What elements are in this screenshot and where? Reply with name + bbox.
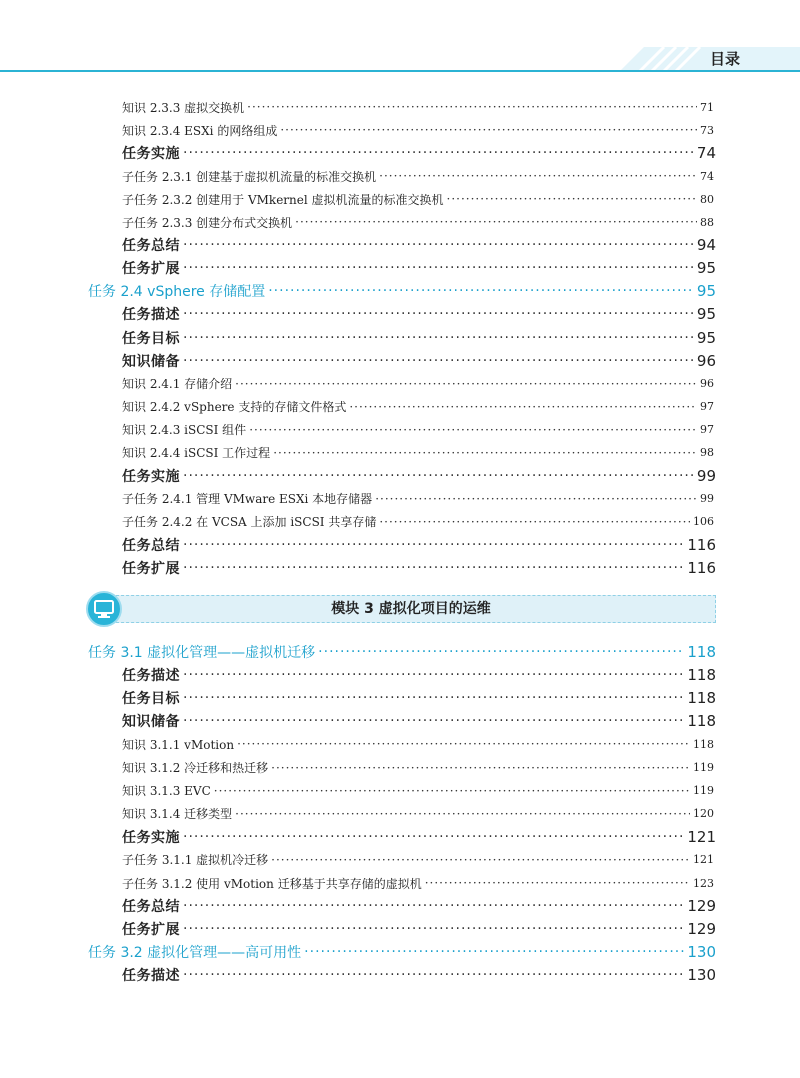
toc-page-number: 74 (700, 169, 714, 183)
toc-page-number: 71 (700, 100, 714, 114)
toc-entry-label: 任务 2.4 vSphere 存储配置 (88, 284, 266, 301)
toc-leader-dots (183, 829, 684, 845)
toc-section-entry[interactable] (0, 687, 800, 709)
toc-subentry[interactable] (0, 803, 800, 825)
toc-page-number: 121 (693, 853, 714, 867)
toc-section-entry[interactable] (0, 534, 800, 556)
toc-entry-label: 任务 3.2 虚拟化管理——高可用性 (88, 945, 302, 962)
toc-section-entry[interactable] (0, 465, 800, 487)
toc-subentry[interactable] (0, 119, 800, 141)
toc-section-entry[interactable] (0, 557, 800, 579)
toc-leader-dots (268, 283, 694, 299)
toc-subentry[interactable] (0, 872, 800, 894)
toc-page-number: 80 (700, 192, 714, 206)
toc-section-entry[interactable] (0, 350, 800, 372)
toc-subentry[interactable] (0, 849, 800, 871)
toc-section-entry[interactable] (0, 710, 800, 732)
toc-entry-label: 子任务 3.1.2 使用 vMotion 迁移基于共享存储的虚拟机 (122, 876, 422, 891)
toc-leader-dots (183, 921, 684, 937)
toc-entry-label: 任务描述 (122, 307, 180, 324)
toc-section-entry[interactable] (0, 234, 800, 256)
toc-leader-dots (318, 644, 684, 660)
toc-entry-label: 子任务 3.1.1 虚拟机冷迁移 (122, 853, 269, 868)
toc-page-number: 130 (687, 966, 716, 985)
toc-leader-dots (235, 807, 690, 821)
toc-page-number: 95 (696, 282, 716, 301)
toc-entry-label: 知识 2.4.1 存储介绍 (122, 377, 233, 392)
toc-leader-dots (273, 446, 697, 460)
toc-entry-label: 子任务 2.4.2 在 VCSA 上添加 iSCSI 共享存储 (122, 515, 377, 530)
toc-entry-label: 知识 2.3.4 ESXi 的网络组成 (122, 123, 278, 138)
toc-entry-label: 任务描述 (122, 968, 180, 985)
toc-subentry[interactable] (0, 488, 800, 510)
toc-page-number: 120 (693, 807, 714, 821)
toc-subentry[interactable] (0, 211, 800, 233)
toc-leader-dots (183, 306, 694, 322)
toc-leader-dots (183, 237, 694, 253)
toc-page-number: 73 (700, 123, 714, 137)
toc-leader-dots (183, 260, 694, 276)
toc-leader-dots (349, 400, 697, 414)
toc-subentry[interactable] (0, 511, 800, 533)
toc-task-entry[interactable] (0, 641, 800, 663)
toc-leader-dots (183, 353, 694, 369)
toc-page-number: 95 (696, 259, 716, 278)
toc-entry-label: 任务扩展 (122, 561, 180, 577)
toc-entry-label: 任务实施 (122, 468, 180, 485)
toc-page-number: 96 (700, 377, 714, 391)
toc-entry-label: 知识 3.1.4 迁移类型 (122, 807, 233, 822)
toc-entry-label: 任务扩展 (122, 261, 180, 278)
header-rule (0, 70, 800, 72)
toc-section-entry[interactable] (0, 964, 800, 986)
toc-subentry[interactable] (0, 757, 800, 779)
toc-page-number: 118 (687, 666, 716, 685)
toc-subentry[interactable] (0, 96, 800, 118)
toc-section-entry[interactable] (0, 895, 800, 917)
toc-entry-label: 任务描述 (122, 668, 180, 685)
toc-leader-dots (375, 492, 697, 506)
toc-leader-dots (183, 898, 684, 914)
toc-page-number: 130 (687, 943, 716, 962)
toc-section-entry[interactable] (0, 257, 800, 279)
toc-page-number: 118 (693, 737, 714, 751)
toc-page-number: 123 (693, 876, 714, 890)
toc-leader-dots (183, 967, 684, 983)
toc-leader-dots (247, 100, 697, 114)
toc-page-number: 95 (696, 305, 716, 324)
toc-page-number: 118 (687, 689, 716, 708)
toc-page-number: 98 (700, 446, 714, 460)
toc-section-entry[interactable] (0, 142, 800, 164)
toc-leader-dots (183, 667, 684, 683)
toc-leader-dots (447, 192, 697, 206)
toc-leader-dots (183, 468, 694, 484)
toc-leader-dots (237, 737, 690, 751)
toc-entry-label: 子任务 2.3.3 创建分布式交换机 (122, 215, 293, 230)
toc-entry-label: 知识 3.1.2 冷迁移和热迁移 (122, 761, 269, 775)
toc-page-number: 74 (696, 144, 716, 163)
toc-subentry[interactable] (0, 165, 800, 187)
toc-leader-dots (271, 761, 690, 775)
toc-page-number: 129 (687, 920, 716, 939)
toc-entry-label: 知识 2.4.3 iSCSI 组件 (122, 423, 247, 438)
toc-task-entry[interactable] (0, 941, 800, 963)
toc-subentry[interactable] (0, 780, 800, 802)
toc-entry-label: 知识 2.4.2 vSphere 支持的存储文件格式 (122, 400, 347, 415)
toc-section-entry[interactable] (0, 327, 800, 349)
toc-entry-label: 知识 2.4.4 iSCSI 工作过程 (122, 446, 271, 461)
toc-page-number: 116 (687, 559, 716, 577)
toc-leader-dots (214, 784, 690, 798)
toc-subentry[interactable] (0, 733, 800, 755)
toc-entry-label: 任务实施 (122, 146, 180, 163)
module-banner (86, 591, 716, 627)
toc-page-number: 116 (687, 535, 716, 554)
toc-entry-label: 任务扩展 (122, 922, 180, 939)
toc-entry-label: 任务总结 (122, 899, 180, 916)
toc-page-number: 97 (700, 400, 714, 414)
toc-entry-label: 任务实施 (122, 829, 180, 846)
module-title: 模块 3 虚拟化项目的运维 (331, 601, 491, 617)
toc-page-number: 96 (696, 351, 716, 370)
toc-leader-dots (235, 377, 697, 391)
toc-leader-dots (183, 690, 684, 706)
toc-subentry[interactable] (0, 373, 800, 395)
header-decoration (600, 47, 800, 71)
toc-section-entry[interactable] (0, 303, 800, 325)
page-title: 目录 (709, 50, 740, 68)
toc-leader-dots (271, 853, 690, 867)
toc-entry-label: 任务目标 (122, 691, 180, 708)
toc-page-number: 99 (696, 466, 716, 485)
toc-page-number: 88 (700, 215, 714, 229)
toc-page-number: 119 (693, 761, 714, 774)
toc-leader-dots (183, 560, 684, 576)
toc-entry-label: 子任务 2.3.1 创建基于虚拟机流量的标准交换机 (122, 169, 377, 184)
toc-page-number: 94 (696, 236, 716, 255)
toc-subentry[interactable] (0, 419, 800, 441)
toc-leader-dots (183, 330, 694, 346)
toc-subentry[interactable] (0, 188, 800, 210)
toc-page-number: 95 (696, 328, 716, 347)
toc-page-number: 106 (693, 515, 714, 529)
toc-leader-dots (379, 515, 690, 529)
toc-section-entry[interactable] (0, 918, 800, 940)
toc-entry-label: 子任务 2.4.1 管理 VMware ESXi 本地存储器 (122, 492, 373, 507)
toc-leader-dots (280, 123, 697, 137)
toc-leader-dots (304, 944, 684, 960)
toc-page-number: 97 (700, 423, 714, 437)
toc-section-entry[interactable] (0, 826, 800, 848)
toc-entry-label: 知识储备 (122, 353, 180, 370)
toc-leader-dots (295, 215, 697, 229)
toc-entry-label: 任务目标 (122, 330, 180, 347)
toc-subentry[interactable] (0, 396, 800, 418)
toc-leader-dots (183, 713, 684, 729)
toc-leader-dots (183, 537, 684, 553)
toc-page-number: 118 (687, 643, 716, 661)
toc-page-number: 129 (687, 897, 716, 916)
toc-page-number: 119 (693, 784, 714, 798)
toc-subentry[interactable] (0, 442, 800, 464)
toc-entry-label: 知识 3.1.3 EVC (122, 784, 211, 799)
toc-entry-label: 知识 2.3.3 虚拟交换机 (122, 100, 245, 115)
toc-task-entry[interactable] (0, 280, 800, 302)
toc-page-number: 121 (687, 827, 716, 846)
toc-page-number: 118 (687, 712, 716, 731)
toc-leader-dots (183, 145, 694, 161)
toc-section-entry[interactable] (0, 664, 800, 686)
toc-leader-dots (425, 876, 690, 890)
toc-entry-label: 子任务 2.3.2 创建用于 VMkernel 虚拟机流量的标准交换机 (122, 192, 444, 207)
toc-leader-dots (379, 169, 697, 183)
toc-page-number: 99 (700, 492, 714, 506)
toc-entry-label: 任务总结 (122, 238, 180, 255)
toc-entry-label: 知识储备 (122, 714, 180, 731)
toc-entry-label: 任务总结 (122, 537, 180, 554)
toc-entry-label: 知识 3.1.1 vMotion (122, 737, 235, 752)
toc-entry-label: 任务 3.1 虚拟化管理——虚拟机迁移 (88, 645, 316, 661)
toc-leader-dots (249, 423, 697, 437)
